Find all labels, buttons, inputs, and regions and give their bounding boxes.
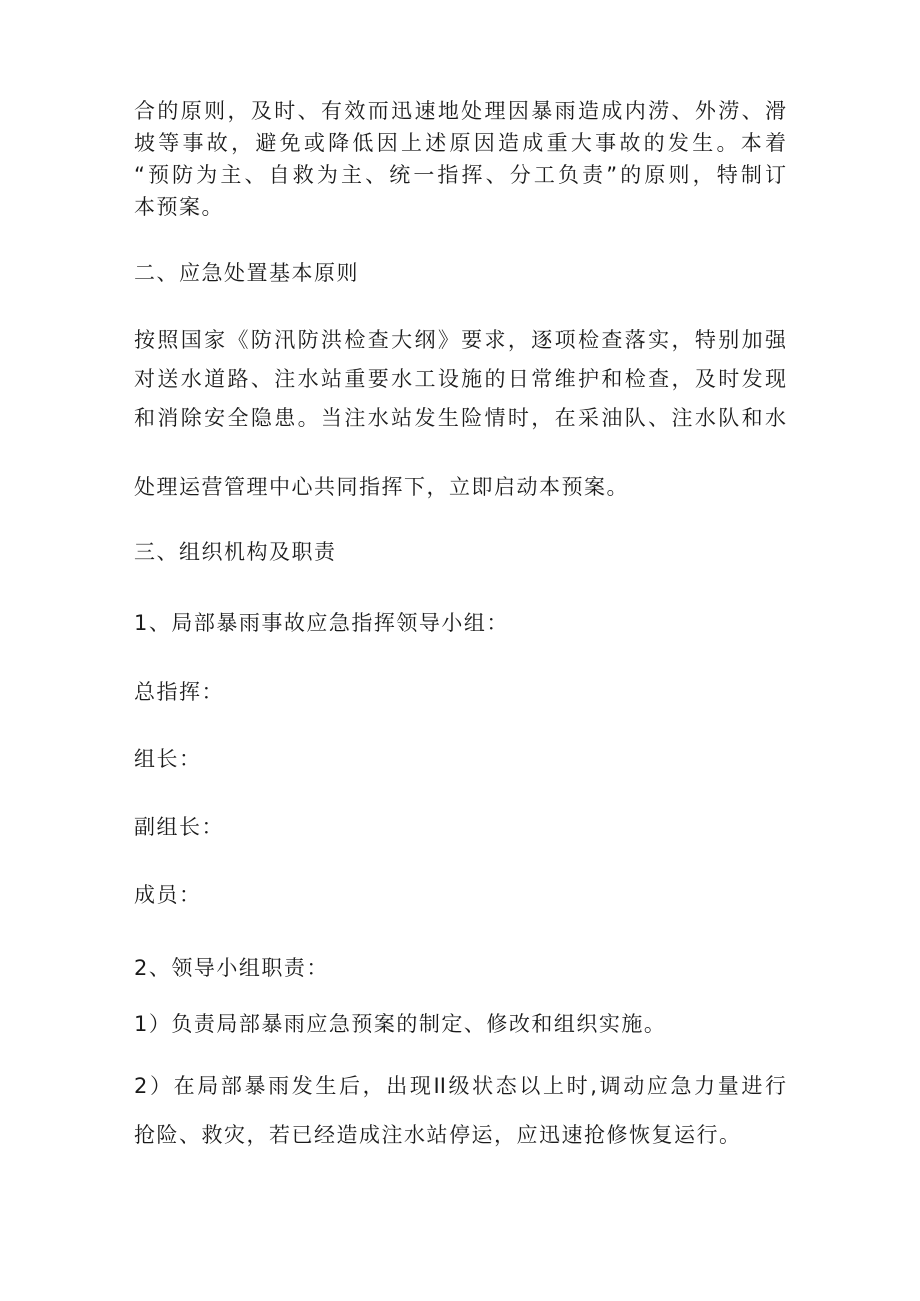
members-label: 成员： [134, 883, 202, 907]
deputy-leader-label: 副组长： [134, 815, 224, 839]
item-1-heading: 1、局部暴雨事故应急指挥领导小组： [134, 611, 509, 635]
paragraph-principles-line-1: 按照国家《防汛防洪检查大纲》要求，逐项检查落实，特别加强 [134, 328, 786, 352]
paragraph-intro-line-2: 坡等事故，避免或降低因上述原因造成重大事故的发生。本着 [134, 131, 786, 155]
leader-label: 组长： [134, 747, 202, 771]
paragraph-principles-line-2: 对送水道路、注水站重要水工设施的日常维护和检查，及时发现 [134, 367, 786, 391]
paragraph-intro-line-1: 合的原则，及时、有效而迅速地处理因暴雨造成内涝、外涝、滑 [134, 99, 786, 123]
paragraph-principles-line-3: 和消除安全隐患。当注水站发生险情时，在采油队、注水队和水 [134, 406, 786, 430]
paragraph-intro-line-4: 本预案。 [134, 195, 224, 219]
section-3-heading: 三、组织机构及职责 [134, 540, 337, 564]
commander-label: 总指挥： [134, 680, 224, 704]
duty-1: 1）负责局部暴雨应急预案的制定、修改和组织实施。 [134, 1012, 667, 1036]
duty-2-line-2: 抢险、救灾，若已经造成注水站停运，应迅速抢修恢复运行。 [134, 1123, 742, 1147]
paragraph-principles-line-4: 处理运营管理中心共同指挥下，立即启动本预案。 [134, 475, 629, 499]
duty-2-line-1: 2）在局部暴雨发生后，出现II级状态以上时,调动应急力量进行 [134, 1074, 786, 1098]
paragraph-intro-line-3: “预防为主、自救为主、统一指挥、分工负责”的原则，特制订 [134, 163, 786, 187]
item-2-heading: 2、领导小组职责： [134, 956, 329, 980]
section-2-heading: 二、应急处置基本原则 [134, 261, 359, 285]
